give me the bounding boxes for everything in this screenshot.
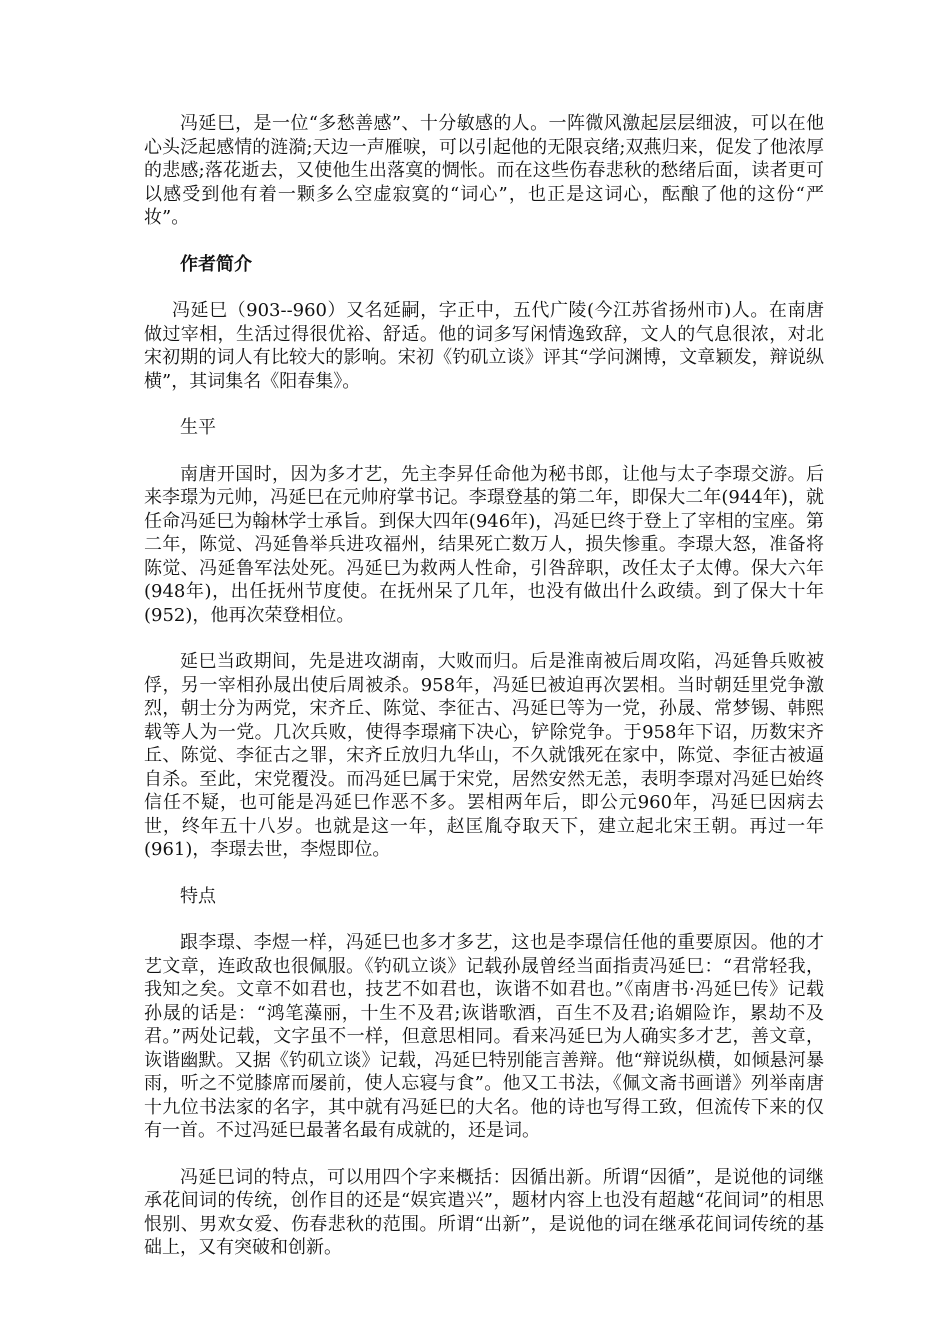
author-intro-paragraph: 冯延巳（903--960）又名延嗣，字正中，五代广陵(今江苏省扬州市)人。在南唐做过宰相，生活过得很优裕、舒适。他的词多写闲情逸致辞，文人的气息很浓，对北宋初期的词人有比较大的影响。宋初《钓矶立谈》评其“学问渊博，文章颖发，辩说纵横”，其词集名《阳春集》。: [144, 300, 824, 392]
features-paragraph-1: 跟李璟、李煜一样，冯延巳也多才多艺，这也是李璟信任他的重要原因。他的才艺文章，连政敌也很佩服。《钓矶立谈》记载孙晟曾经当面指责冯延巳：“君常轻我，我知之矣。文章不如君也，技艺不如君也，诙谐不如君也。”《南唐书·冯延巳传》记载孙晟的话是：“鸿笔藻丽，十生不及君;诙谐歌酒，百生不及君;谄媚险诈，累劫不及君。”两处记载，文字虽不一样，但意思相同。看来冯延巳为人确实多才艺，善文章，诙谐幽默。又据《钓矶立谈》记载，冯延巳特别能言善辩。他“辩说纵横，如倾悬河暴雨，听之不觉膝席而屡前，使人忘寝与食”。他又工书法，《佩文斋书画谱》列举南唐十九位书法家的名字，其中就有冯延巳的大名。他的诗也写得工致，但流传下来的仅有一首。不过冯延巳最著名最有成就的，还是词。: [144, 932, 824, 1141]
features-heading: 特点: [180, 885, 216, 907]
document-page: [144, 112, 824, 1283]
author-intro-heading: 作者简介: [180, 253, 252, 275]
intro-paragraph: 冯延巳，是一位“多愁善感”、十分敏感的人。一阵微风激起层层细波，可以在他心头泛起感情的涟漪;天边一声雁唳，可以引起他的无限哀绪;双燕归来，促发了他浓厚的悲感;落花逝去，又使他生出落寞的惆怅。而在这些伤春悲秋的愁绪后面，读者更可以感受到他有着一颗多么空虚寂寞的“词心”，也正是这词心，酝酿了他的这份“严妆”。: [144, 113, 824, 228]
life-heading: 生平: [180, 417, 216, 438]
life-paragraph-2: 延巳当政期间，先是进攻湖南，大败而归。后是淮南被后周攻陷，冯延鲁兵败被俘，另一宰相孙晟出使后周被杀。958年，冯延巳被迫再次罢相。当时朝廷里党争激烈，朝士分为两党，宋齐丘、陈觉、李征古、冯延巳等为一党，孙晟、常梦锡、韩熙载等人为一党。几次兵败，使得李璟痛下决心，铲除党争。于958年下诏，历数宋齐丘、陈觉、李征古之罪，宋齐丘放归九华山，不久就饿死在家中，陈觉、李征古被逼自杀。至此，宋党覆没。而冯延巳属于宋党，居然安然无恙，表明李璟对冯延巳始终信任不疑，也可能是冯延巳作恶不多。罢相两年后，即公元960年，冯延巳因病去世，终年五十八岁。也就是这一年，赵匡胤夺取天下，建立起北宋王朝。再过一年(961)，李璟去世，李煜即位。: [144, 651, 824, 860]
life-paragraph-1: 南唐开国时，因为多才艺，先主李昇任命他为秘书郎，让他与太子李璟交游。后来李璟为元帅，冯延巳在元帅府掌书记。李璟登基的第二年，即保大二年(944年)，就任命冯延巳为翰林学士承旨。到保大四年(946年)，冯延巳终于登上了宰相的宝座。第二年，陈觉、冯延鲁举兵进攻福州，结果死亡数万人，损失惨重。李璟大怒，准备将陈觉、冯延鲁军法处死。冯延巳为救两人性命，引咎辞职，改任太子太傅。保大六年 (948年)，出任抚州节度使。在抚州呆了几年，也没有做出什么政绩。到了保大十年(952)，他再次荣登相位。: [144, 463, 824, 626]
features-paragraph-2: 冯延巳词的特点，可以用四个字来概括：因循出新。所谓“因循”，是说他的词继承花间词的传统，创作目的还是“娱宾遣兴”，题材内容上也没有超越“花间词”的相思恨别、男欢女爱、伤春悲秋的范围。所谓“出新”，是说他的词在继承花间词传统的基础上，又有突破和创新。: [144, 1166, 824, 1258]
